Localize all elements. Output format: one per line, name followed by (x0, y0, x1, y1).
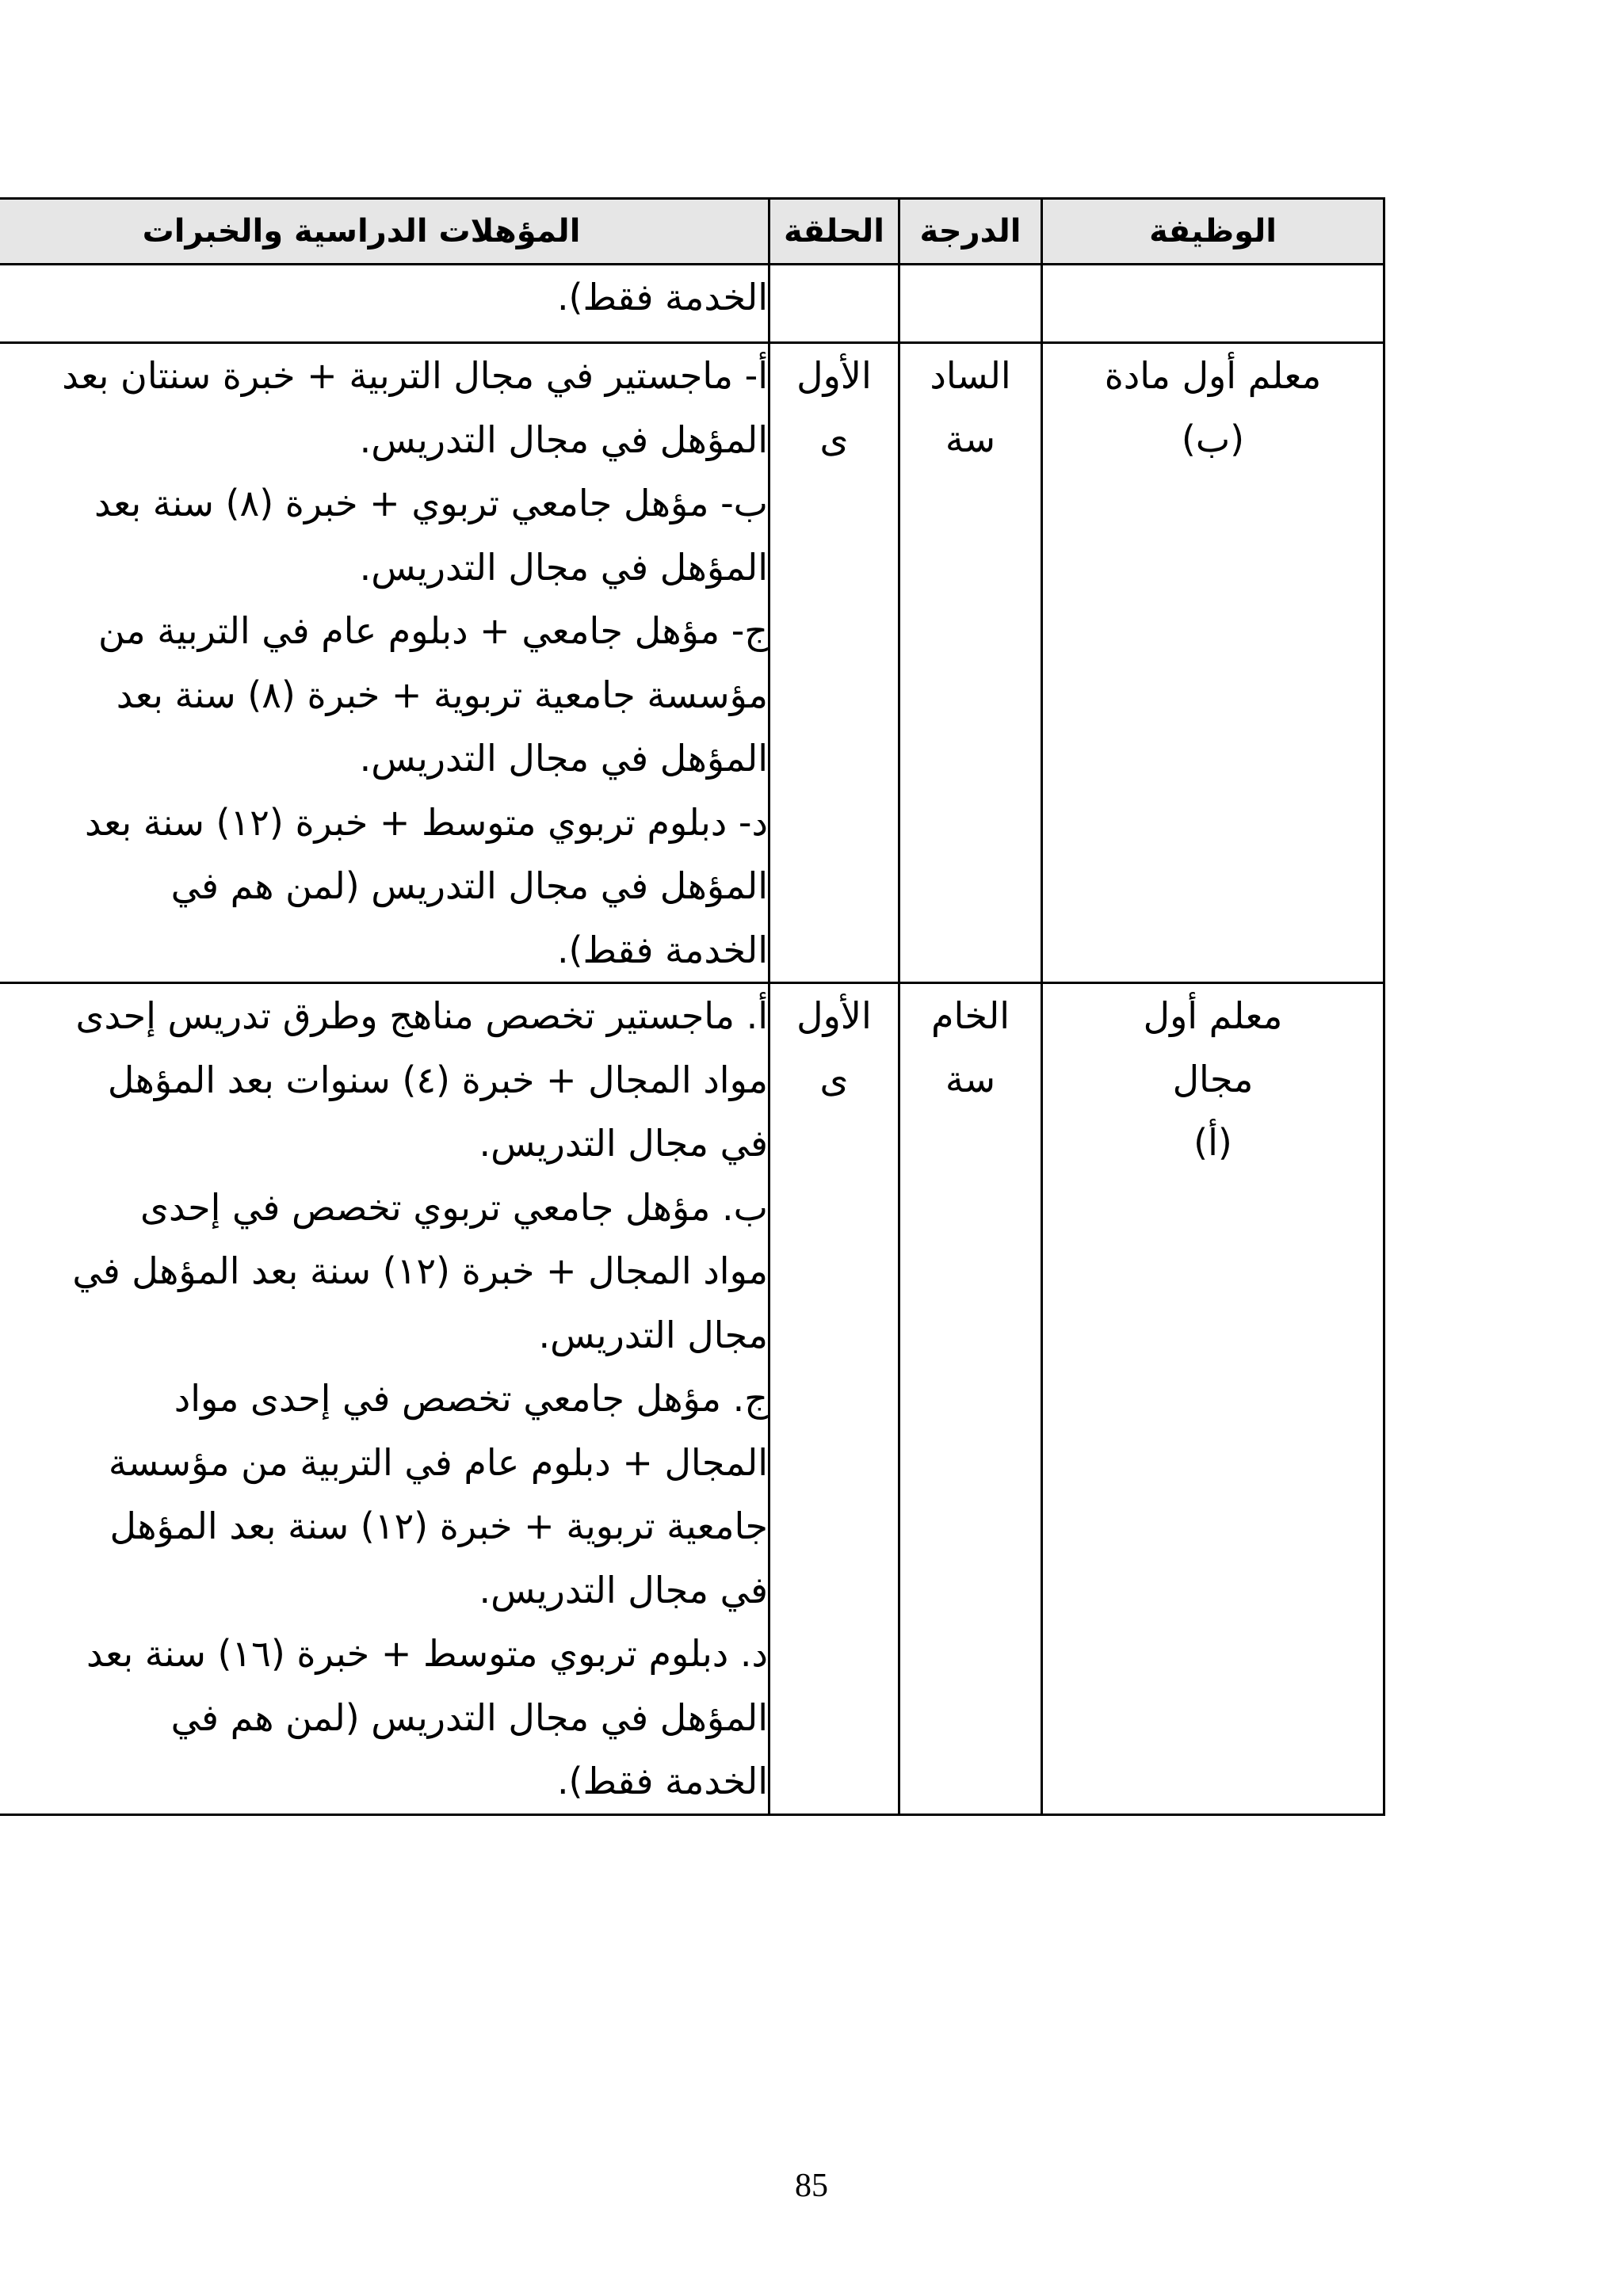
cell-job (1042, 983, 1384, 1815)
cell-job (1042, 265, 1384, 343)
text-line: (ب) (1181, 418, 1245, 460)
text-line: المجال + دبلوم عام في التربية من مؤسسة (108, 1440, 768, 1484)
text-line: معلم أول (1143, 994, 1283, 1037)
text-line: مواد المجال + خبرة (٤) سنوات بعد المؤهل (107, 1058, 768, 1101)
qualifications-table (0, 197, 1385, 1816)
text-line: الخام (931, 994, 1010, 1037)
cell-cycle (769, 343, 899, 983)
text-line: أ. ماجستير تخصص مناهج وطرق تدريس إحدى (75, 994, 768, 1037)
cell-cycle (769, 265, 899, 343)
text-line: الساد (930, 354, 1011, 397)
text-line: الخدمة فقط). (556, 1760, 768, 1802)
text-line: مواد المجال + خبرة (١٢) سنة بعد المؤهل في (72, 1249, 768, 1292)
text-line: المؤهل في مجال التدريس. (359, 737, 768, 780)
cell-qualifications (0, 983, 769, 1815)
cell-qualifications (0, 343, 769, 983)
text-line: في مجال التدريس. (479, 1122, 768, 1165)
text-line: ج- مؤهل جامعي + دبلوم عام في التربية من (97, 609, 768, 652)
text-line: مجال (1172, 1058, 1254, 1100)
text-line: د. دبلوم تربوي متوسط + خبرة (١٦) سنة بعد (86, 1632, 768, 1675)
table-row (0, 983, 1384, 1815)
text-line: ى (819, 418, 849, 460)
header-grade: الدرجة (899, 199, 1042, 265)
cell-grade (899, 265, 1042, 343)
text-line: ى (819, 1058, 849, 1100)
text-line: (أ) (1193, 1121, 1232, 1164)
cell-grade (899, 343, 1042, 983)
text-line: المؤهل في مجال التدريس. (359, 545, 768, 589)
text-line: ب- مؤهل جامعي تربوي + خبرة (٨) سنة بعد (94, 482, 768, 524)
text-line: في مجال التدريس. (479, 1568, 768, 1611)
text-line: الخدمة فقط). (556, 928, 768, 971)
cell-grade (899, 983, 1042, 1815)
table-header-row (0, 199, 1384, 265)
text-line: أ- ماجستير في مجال التربية + خبرة سنتان بعد (62, 354, 768, 397)
text-line: الأول (796, 994, 872, 1037)
text-line: مجال التدريس. (538, 1313, 768, 1356)
text-line: د- دبلوم تربوي متوسط + خبرة (١٢) سنة بعد (85, 800, 768, 844)
text-line: الخدمة فقط). (556, 276, 768, 318)
header-job: الوظيفة (1042, 199, 1384, 265)
table-row (0, 265, 1384, 343)
text-line: ج. مؤهل جامعي تخصص في إحدى مواد (174, 1377, 768, 1420)
text-line: مؤسسة جامعية تربوية + خبرة (٨) سنة بعد (116, 673, 768, 716)
header-qualifications: المؤهلات الدراسية والخبرات (0, 199, 769, 265)
header-cycle: الحلقة (769, 199, 899, 265)
text-line: المؤهل في مجال التدريس (لمن هم في (170, 864, 768, 907)
page-number: 85 (795, 2168, 828, 2204)
text-line: المؤهل في مجال التدريس (لمن هم في (170, 1695, 768, 1739)
text-line: الأول (796, 354, 872, 397)
cell-job (1042, 343, 1384, 983)
cell-qualifications (0, 265, 769, 343)
text-line: سة (945, 1058, 996, 1100)
text-line: سة (945, 418, 996, 460)
cell-cycle (769, 983, 899, 1815)
text-line: معلم أول مادة (1104, 354, 1322, 397)
text-line: المؤهل في مجال التدريس. (359, 418, 768, 461)
text-line: جامعية تربوية + خبرة (١٢) سنة بعد المؤهل (109, 1505, 768, 1547)
text-line: ب. مؤهل جامعي تربوي تخصص في إحدى (140, 1185, 768, 1229)
table-row (0, 343, 1384, 983)
